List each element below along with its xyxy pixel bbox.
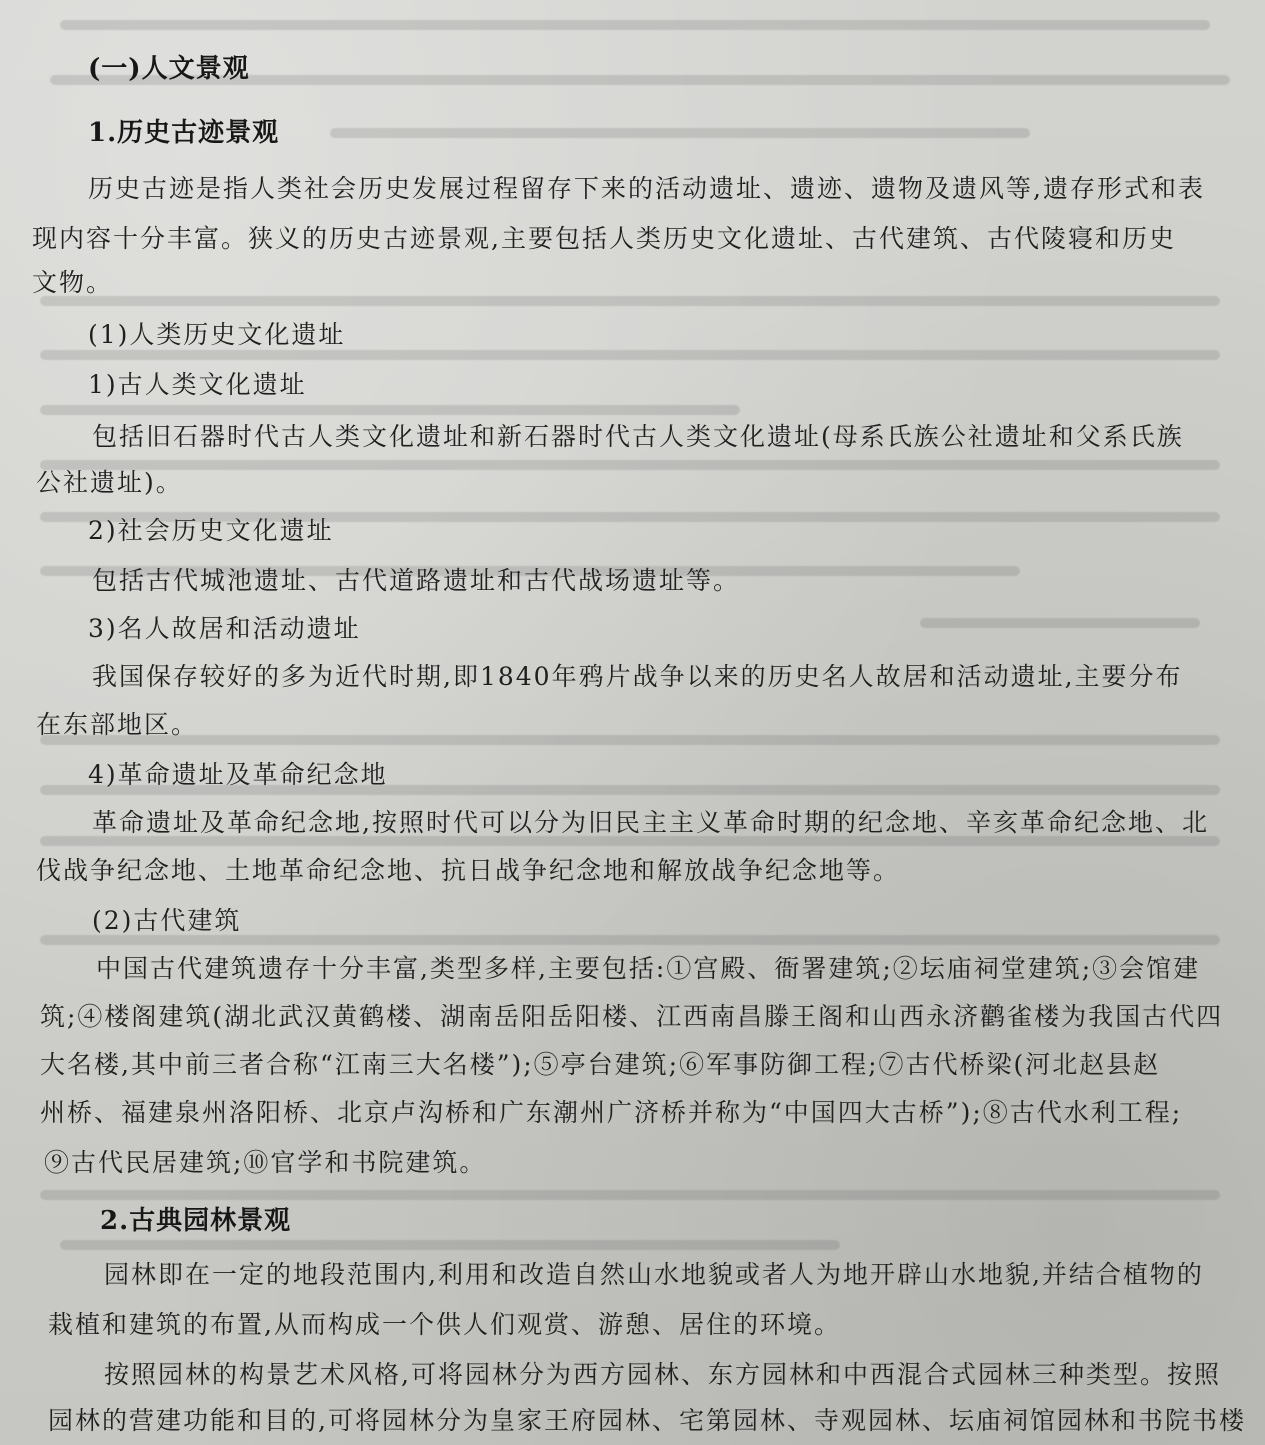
paragraph-line: 包括旧石器时代古人类文化遗址和新石器时代古人类文化遗址(母系氏族公社遗址和父系氏族 [92,422,1184,451]
item-heading-cultural-sites: (1)人类历史文化遗址 [88,320,346,349]
paragraph-line: 革命遗址及革命纪念地,按照时代可以分为旧民主主义革命时期的纪念地、辛亥革命纪念地、北 [92,808,1209,837]
paragraph-line: 园林即在一定的地段范围内,利用和改造自然山水地貌或者人为地开辟山水地貌,并结合植物的 [104,1260,1204,1289]
item-heading-ancient-human-sites: 1)古人类文化遗址 [88,370,307,399]
paragraph-line: 园林的营建功能和目的,可将园林分为皇家王府园林、宅第园林、寺观园林、坛庙祠馆园林和书院书楼 [48,1406,1246,1435]
paragraph-line: ⑨古代民居建筑;⑩官学和书院建筑。 [44,1148,487,1177]
section-title: (一)人文景观 [88,54,250,84]
paragraph-line: 筑;④楼阁建筑(湖北武汉黄鹤楼、湖南岳阳岳阳楼、江西南昌滕王阁和山西永济鹳雀楼为我国古代四 [40,1002,1224,1031]
paragraph-line: 包括古代城池遗址、古代道路遗址和古代战场遗址等。 [92,566,741,595]
paragraph-line: 公社遗址)。 [36,468,183,497]
paragraph-line: 按照园林的构景艺术风格,可将园林分为西方园林、东方园林和中西混合式园林三种类型。按照 [104,1360,1221,1389]
subsection-title-classical-gardens: 2.古典园林景观 [100,1206,292,1236]
paragraph-line: 州桥、福建泉州洛阳桥、北京卢沟桥和广东潮州广济桥并称为“中国四大古桥”);⑧古代水利工程; [40,1098,1183,1127]
item-heading-revolutionary-sites: 4)革命遗址及革命纪念地 [88,760,388,789]
paragraph-line: 文物。 [32,268,114,297]
paragraph-line: 大名楼,其中前三者合称“江南三大名楼”);⑤亭台建筑;⑥军事防御工程;⑦古代桥梁(河北赵县赵 [40,1050,1161,1079]
subsection-title-historic-sites: 1.历史古迹景观 [88,118,280,148]
paragraph-line: 中国古代建筑遗存十分丰富,类型多样,主要包括:①宫殿、衙署建筑;②坛庙祠堂建筑;③会馆建 [96,954,1201,983]
item-heading-ancient-architecture: (2)古代建筑 [92,906,242,935]
item-heading-social-history-sites: 2)社会历史文化遗址 [88,516,334,545]
paragraph-line: 我国保存较好的多为近代时期,即1840年鸦片战争以来的历史名人故居和活动遗址,主要分布 [92,662,1183,691]
paragraph-line: 历史古迹是指人类社会历史发展过程留存下来的活动遗址、遗迹、遗物及遗风等,遗存形式和表 [88,174,1205,203]
item-heading-former-residences: 3)名人故居和活动遗址 [88,614,361,643]
paragraph-line: 栽植和建筑的布置,从而构成一个供人们观赏、游憩、居住的环境。 [48,1310,841,1339]
paragraph-line: 在东部地区。 [36,710,199,739]
paragraph-line: 伐战争纪念地、土地革命纪念地、抗日战争纪念地和解放战争纪念地等。 [36,856,901,885]
paragraph-line: 现内容十分丰富。狭义的历史古迹景观,主要包括人类历史文化遗址、古代建筑、古代陵寝和历史 [32,224,1176,253]
